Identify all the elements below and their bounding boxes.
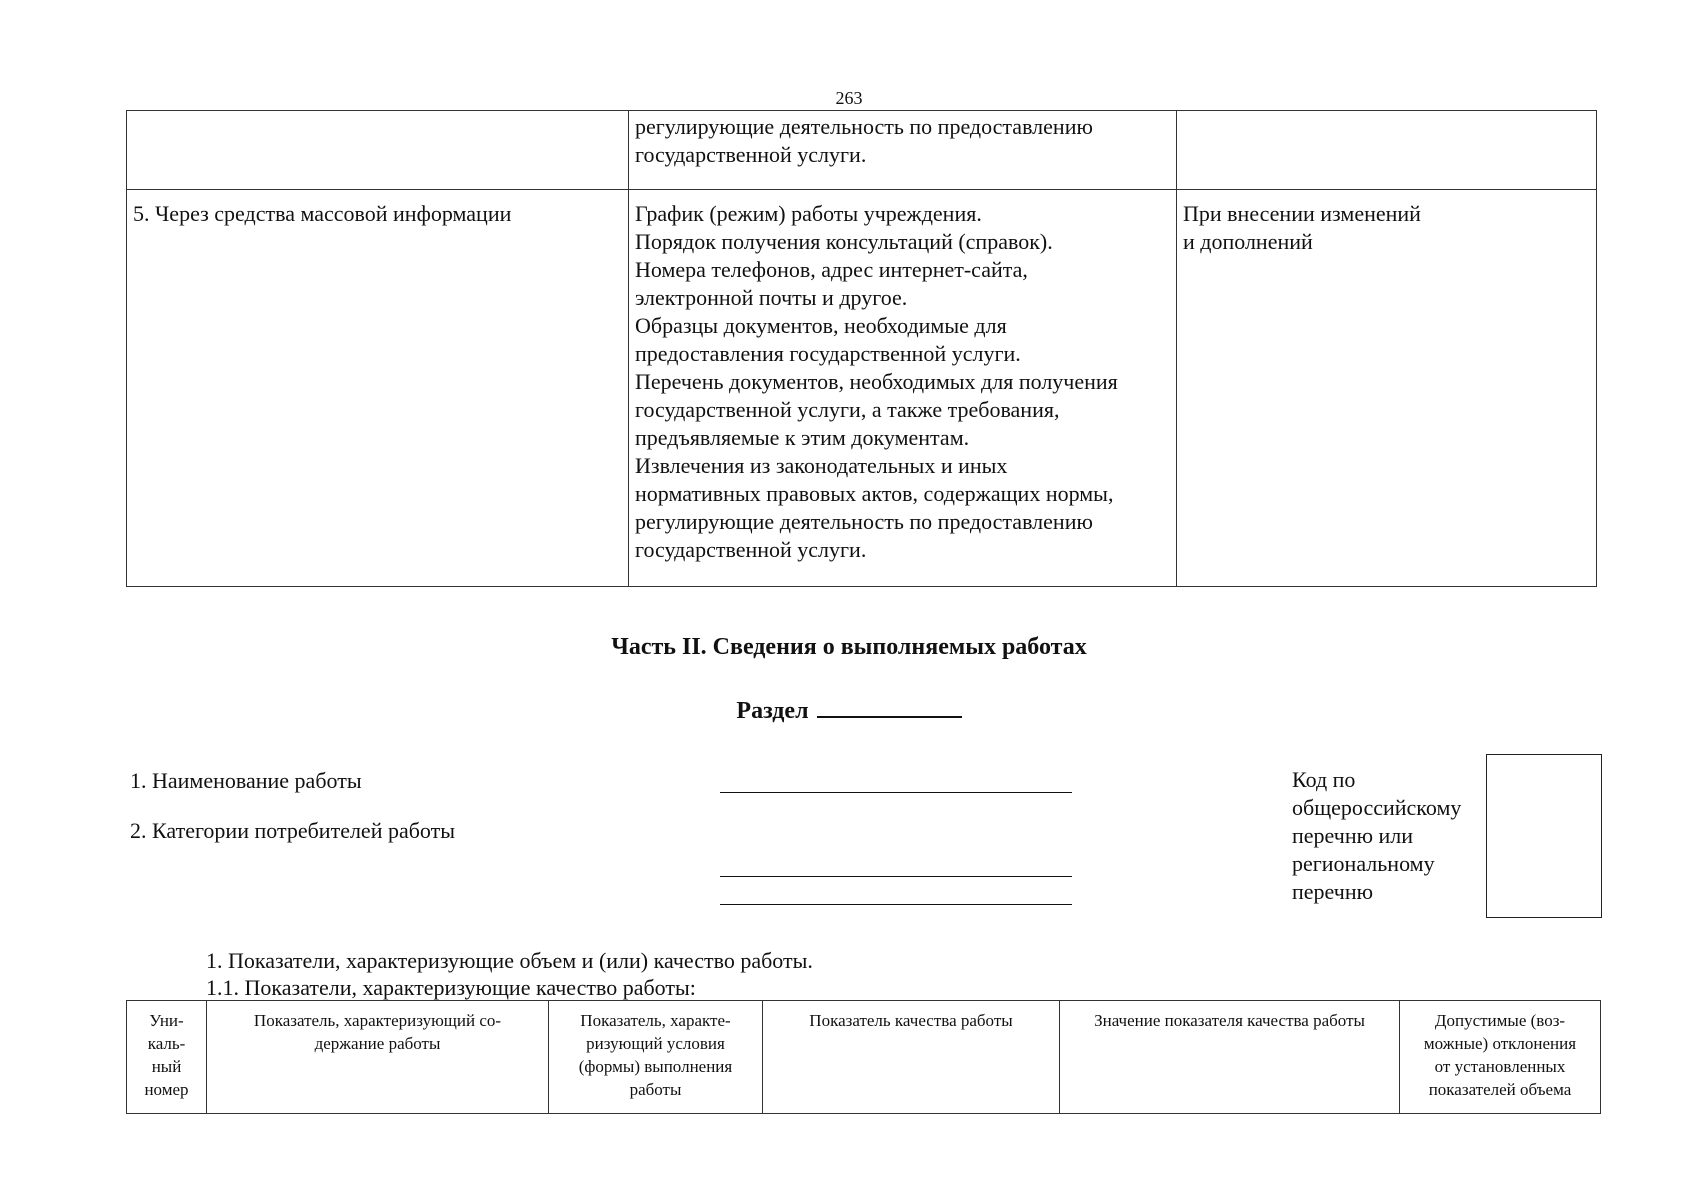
information-table: [126, 110, 1597, 587]
code-label-line: Код по: [1292, 767, 1356, 792]
header-quality-indicator: [763, 1001, 1060, 1114]
header-line: Допустимые (воз-: [1434, 1011, 1566, 1030]
header-line: Уни-: [149, 1011, 184, 1030]
consumer-categories-line: [720, 876, 1072, 877]
header-line: можные) отклонения: [1423, 1034, 1577, 1053]
section-label: Раздел: [736, 698, 809, 724]
cell-line: предъявляемые к этим документам.: [635, 425, 970, 450]
header-conditions-indicator: [549, 1001, 763, 1114]
cell-line: Номера телефонов, адрес интернет-сайта,: [635, 257, 1028, 282]
consumer-categories-line: [720, 904, 1072, 905]
header-line: Значение показателя качества работы: [1094, 1011, 1365, 1030]
header-allowed-deviations: [1400, 1001, 1601, 1114]
header-line: Показатель качества работы: [809, 1011, 1013, 1030]
cell-line: нормативных правовых актов, содержащих нормы,: [635, 481, 1114, 506]
cell-line: Перечень документов, необходимых для получения: [635, 369, 1118, 394]
cell-line: Извлечения из законодательных и иных: [635, 453, 1008, 478]
table-row: [127, 190, 1597, 587]
cell-line: График (режим) работы учреждения.: [635, 201, 982, 226]
table-cell-method: [127, 111, 629, 190]
indicators-heading: 1. Показатели, характеризующие объем и (или) качество работы.: [206, 948, 813, 973]
cell-line: электронной почты и другое.: [635, 285, 908, 310]
part-title: Часть II. Сведения о выполняемых работах: [611, 634, 1087, 660]
table-cell-frequency: [1177, 190, 1597, 587]
quality-indicators-table: [126, 1000, 1601, 1114]
work-name-line: [720, 792, 1072, 793]
table-cell-content: [629, 190, 1177, 587]
header-line: показателей объема: [1428, 1080, 1572, 1099]
code-label-line: перечню или: [1292, 823, 1414, 848]
cell-line: регулирующие деятельность по предоставлению: [635, 509, 1093, 534]
table-cell-frequency: [1177, 111, 1597, 190]
cell-line: Порядок получения консультаций (справок).: [635, 229, 1053, 254]
header-line: от установленных: [1434, 1057, 1566, 1076]
cell-line: государственной услуги, а также требования,: [635, 397, 1060, 422]
header-line: номер: [144, 1080, 189, 1099]
cell-line: регулирующие деятельность по предоставлению: [635, 114, 1093, 139]
header-quality-value: [1060, 1001, 1400, 1114]
table-row: [127, 111, 1597, 190]
cell-line: Образцы документов, необходимые для: [635, 313, 1007, 338]
header-line: Показатель, характе-: [580, 1011, 731, 1030]
table-cell-method: 5. Через средства массовой информации: [127, 190, 629, 587]
cell-line: предоставления государственной услуги.: [635, 341, 1021, 366]
header-content-indicator: [207, 1001, 549, 1114]
cell-line: и дополнений: [1183, 229, 1313, 254]
header-unique-number: [127, 1001, 207, 1114]
table-header-row: [127, 1001, 1601, 1114]
code-box: [1486, 754, 1602, 918]
cell-line: государственной услуги.: [635, 537, 867, 562]
table-cell-content: [629, 111, 1177, 190]
consumer-categories-label: 2. Категории потребителей работы: [130, 818, 456, 843]
code-label-line: региональному: [1292, 851, 1435, 876]
quality-indicators-heading: 1.1. Показатели, характеризующие качество работы:: [206, 975, 696, 1000]
code-label: [1292, 766, 1461, 906]
header-line: ризующий условия: [586, 1034, 725, 1053]
header-line: (формы) выполнения: [578, 1057, 733, 1076]
section-title: [0, 694, 1698, 725]
code-label-line: перечню: [1292, 879, 1374, 904]
cell-line: государственной услуги.: [635, 142, 867, 167]
header-line: работы: [629, 1080, 682, 1099]
header-line: каль-: [147, 1034, 186, 1053]
work-name-label: 1. Наименование работы: [130, 768, 362, 793]
section-number-blank: [817, 694, 962, 718]
code-label-line: общероссийскому: [1292, 795, 1462, 820]
header-line: Показатель, характеризующий со-: [253, 1011, 502, 1030]
page-number: 263: [835, 88, 863, 108]
header-line: ный: [151, 1057, 182, 1076]
cell-line: При внесении изменений: [1183, 201, 1421, 226]
header-line: держание работы: [314, 1034, 441, 1053]
